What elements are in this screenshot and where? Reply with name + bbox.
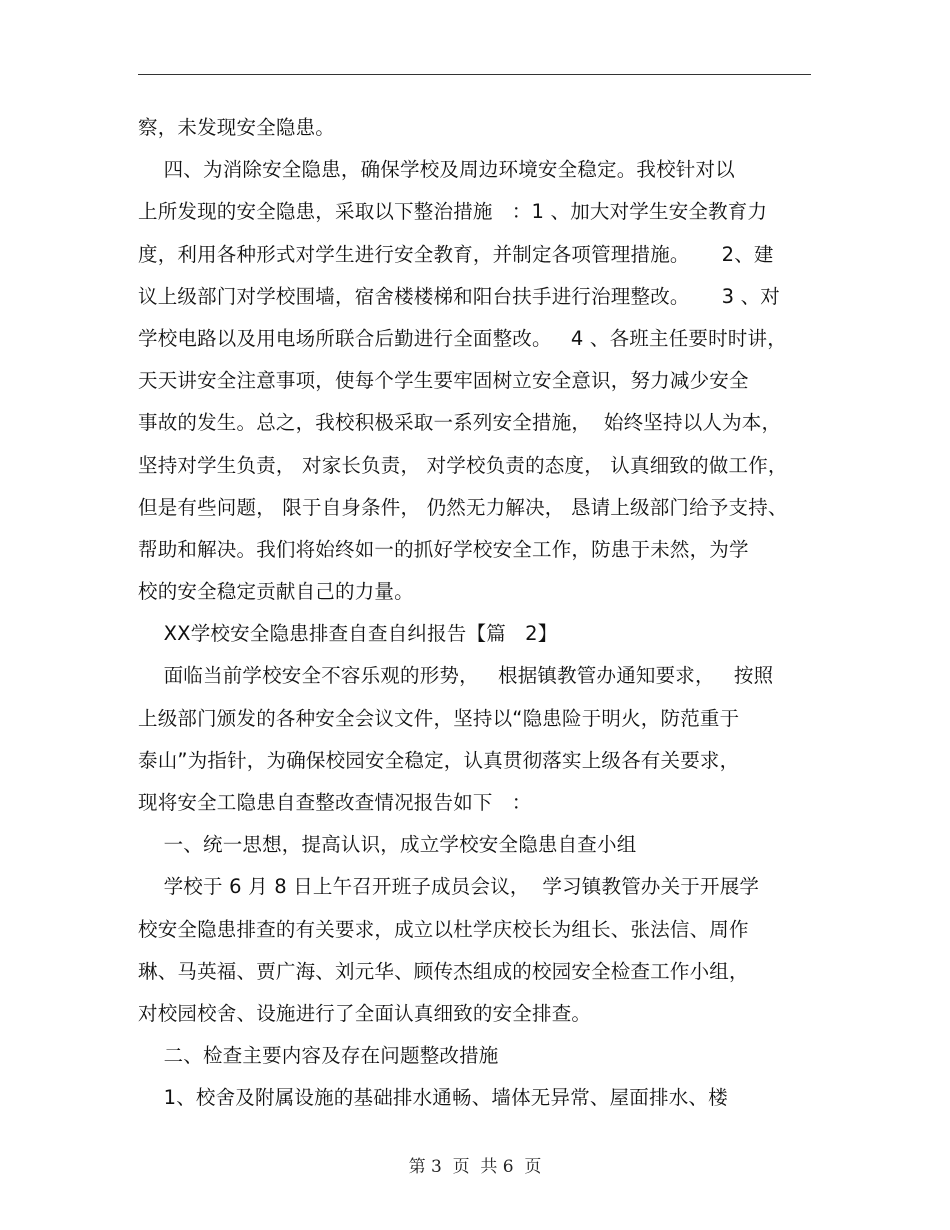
text-line: 天天讲安全注意事项，使每个学生要牢固树立安全意识，努力减少安全 [138,369,749,393]
text-line: 泰山”为指针，为确保校园安全稳定，认真贯彻落实上级各有关要求， [138,748,740,772]
text-line: 现将安全工隐患自查整改查情况报告如下 ： [138,791,532,814]
text-line: 议上级部门对学校围墙，宿舍楼楼梯和阳台扶手进行治理整改。 3 、对 [138,284,780,308]
text-line: 校安全隐患排查的有关要求，成立以杜学庆校长为组长、张法信、周作 [138,917,749,941]
text-line: 察，未发现安全隐患。 [138,116,336,139]
text-line: 对校园校舍、设施进行了全面认真细致的安全排查。 [138,1001,592,1025]
header-rule [138,74,811,75]
text-line: 校的安全稳定贡献自己的力量。 [138,580,414,604]
text-line: 学校电路以及用电场所联合后勤进行全面整改。 4 、各班主任要时时讲， [138,326,787,350]
text-line: 四、为消除安全隐患，确保学校及周边环境安全稳定。我校针对以 [138,158,735,182]
section-heading: XX学校安全隐患排查自查自纠报告【篇 2】 [138,622,558,646]
text-line: 度，利用各种形式对学生进行安全教育，并制定各项管理措施。 2、建 [138,242,774,266]
text-line: 但是有些问题， 限于自身条件， 仍然无力解决， 恳请上级部门给予支持、 [138,495,788,519]
page-number-footer: 第 3 页 共 6 页 [408,1157,542,1177]
text-line: 上级部门颁发的各种安全会议文件，坚持以“隐患险于明火，防范重于 [138,706,740,730]
text-line: 1、校舍及附属设施的基础排水通畅、墙体无异常、屋面排水、楼 [138,1086,728,1110]
section-heading: 二、检查主要内容及存在问题整改措施 [138,1044,499,1068]
document-body [138,107,818,1120]
text-line: 帮助和解决。我们将始终如一的抓好学校安全工作，防患于未然，为学 [138,537,749,561]
section-heading: 一、统一思想，提高认识，成立学校安全隐患自查小组 [138,833,637,857]
text-line: 面临当前学校安全不容乐观的形势， 根据镇教管办通知要求， 按照 [138,664,774,688]
text-line: 琳、马英福、贾广海、刘元华、顾传杰组成的校园安全检查工作小组， [138,959,749,983]
text-line: 学校于 6 月 8 日上午召开班子成员会议， 学习镇教管办关于开展学 [138,875,760,899]
text-line: 事故的发生。总之，我校积极采取一系列安全措施， 始终坚持以人为本， [138,411,782,435]
text-line: 上所发现的安全隐患，采取以下整治措施 ：1 、加大对学生安全教育力 [138,200,768,224]
text-line: 坚持对学生负责， 对家长负责， 对学校负责的态度， 认真细致的做工作， [138,453,788,477]
